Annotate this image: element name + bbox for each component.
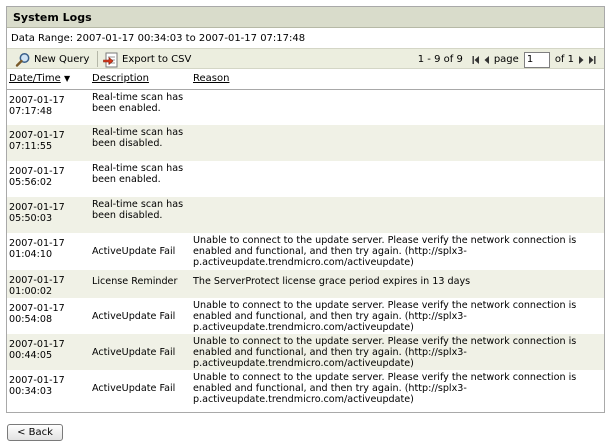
log-date: 2007-01-17 <box>9 166 65 177</box>
table-row <box>7 125 604 161</box>
new-query-label: New Query <box>34 54 90 65</box>
log-date: 2007-01-17 <box>9 238 65 249</box>
first-page-icon[interactable] <box>472 55 480 65</box>
reason-header-label[interactable]: Reason <box>193 73 230 85</box>
table-row <box>7 334 604 370</box>
last-page-icon[interactable] <box>588 55 596 65</box>
log-time: 05:56:02 <box>9 177 53 188</box>
logs-table <box>7 69 604 406</box>
panel-title: System Logs <box>7 7 604 28</box>
description-cell: Real-time scan has been enabled. <box>92 91 184 114</box>
date-time-cell <box>7 233 90 270</box>
description-cell: License Reminder <box>90 270 191 298</box>
log-time: 05:50:03 <box>9 213 53 224</box>
date-time-cell <box>7 125 90 161</box>
back-button[interactable]: < Back <box>7 424 63 441</box>
date-time-cell <box>7 197 90 233</box>
prev-page-icon[interactable] <box>483 55 491 65</box>
description-cell: Real-time scan has been disabled. <box>90 197 191 233</box>
reason-column-header[interactable] <box>191 69 604 89</box>
date-time-cell <box>7 89 90 125</box>
date-time-header-label[interactable]: Date/Time <box>9 73 61 85</box>
export-csv-button[interactable] <box>103 51 191 68</box>
pager <box>418 50 596 69</box>
reason-cell: Unable to connect to the update server. Please verify the network connection is enabled and functional, and then try again. (http://splx3-p.activeupdate.trendmicro.com/activeupdate) <box>191 334 604 370</box>
reason-cell: Unable to connect to the update server. Please verify the network connection is enabled and functional, and then try again. (http://splx3-p.activeupdate.trendmicro.com/activeupdate) <box>193 300 577 333</box>
export-csv-label: Export to CSV <box>122 54 192 65</box>
description-cell: ActiveUpdate Fail <box>92 311 176 322</box>
date-time-cell <box>7 298 90 334</box>
date-time-cell <box>7 161 90 197</box>
magnifier-icon <box>15 52 31 68</box>
log-time: 00:44:05 <box>9 350 53 361</box>
description-cell: ActiveUpdate Fail <box>92 383 176 394</box>
reason-cell <box>191 161 604 197</box>
log-time: 07:17:48 <box>9 105 53 117</box>
description-cell: ActiveUpdate Fail <box>90 334 191 370</box>
toolbar-separator <box>97 51 98 67</box>
date-time-column-header[interactable] <box>7 69 90 89</box>
table-row <box>7 197 604 233</box>
log-time: 00:54:08 <box>9 314 53 325</box>
system-logs-panel <box>6 6 605 413</box>
date-time-cell <box>7 270 90 298</box>
description-cell: Real-time scan has been enabled. <box>92 163 184 185</box>
date-range: Data Range: 2007-01-17 00:34:03 to 2007-01-17 07:17:48 <box>11 33 306 44</box>
table-row <box>7 370 604 406</box>
pager-range: 1 - 9 of 9 <box>417 54 463 65</box>
log-date: 2007-01-17 <box>9 94 65 106</box>
reason-cell: Unable to connect to the update server. Please verify the network connection is enabled and functional, and then try again. (http://splx3-p.activeupdate.trendmicro.com/activeupdate) <box>193 372 577 405</box>
description-header-label[interactable]: Description <box>92 73 149 85</box>
description-column-header[interactable] <box>90 69 191 89</box>
log-time: 07:11:55 <box>9 141 53 152</box>
table-header-row <box>7 69 604 89</box>
table-row <box>7 233 604 270</box>
reason-cell: The ServerProtect license grace period expires in 13 days <box>191 270 604 298</box>
date-time-cell <box>7 370 90 406</box>
log-date: 2007-01-17 <box>9 202 65 213</box>
log-time: 01:00:02 <box>9 286 53 297</box>
next-page-icon[interactable] <box>577 55 585 65</box>
page-number-input[interactable] <box>524 52 550 68</box>
log-time: 01:04:10 <box>9 249 53 260</box>
description-cell: ActiveUpdate Fail <box>92 246 176 257</box>
toolbar <box>7 48 604 69</box>
description-cell: Real-time scan has been disabled. <box>90 125 191 161</box>
log-date: 2007-01-17 <box>9 375 65 386</box>
reason-cell <box>191 89 604 125</box>
page-label: page <box>493 54 519 65</box>
page-count-label: of 1 <box>554 54 574 65</box>
table-row <box>7 89 604 125</box>
log-time: 00:34:03 <box>9 386 53 397</box>
log-date: 2007-01-17 <box>9 275 65 286</box>
reason-cell: Unable to connect to the update server. Please verify the network connection is enabled and functional, and then try again. (http://splx3-p.activeupdate.trendmicro.com/activeupdate) <box>193 235 577 268</box>
date-time-cell <box>7 334 90 370</box>
log-date: 2007-01-17 <box>9 339 65 350</box>
log-date: 2007-01-17 <box>9 130 65 141</box>
new-query-button[interactable] <box>15 51 89 68</box>
table-row <box>7 298 604 334</box>
table-row <box>7 161 604 197</box>
reason-cell <box>191 197 604 233</box>
log-date: 2007-01-17 <box>9 303 65 314</box>
csv-export-icon <box>103 52 119 68</box>
table-row <box>7 270 604 298</box>
reason-cell <box>191 125 604 161</box>
sort-descending-icon: ▼ <box>63 74 71 84</box>
